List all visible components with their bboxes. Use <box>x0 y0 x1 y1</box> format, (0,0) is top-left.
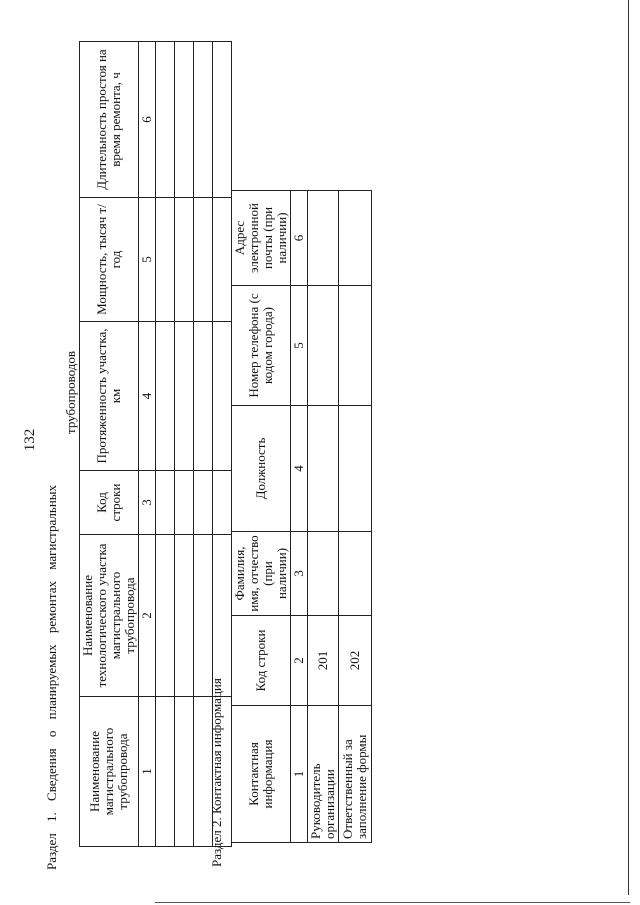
header-row-code: Код строки <box>80 471 139 535</box>
col-number: 1 <box>139 697 156 847</box>
cell[interactable] <box>308 191 339 286</box>
cell[interactable] <box>156 322 175 471</box>
column-number-row <box>139 42 156 847</box>
table-row-responsible-person <box>339 191 372 843</box>
cell[interactable] <box>156 535 175 697</box>
rotated-form-sheet <box>22 15 618 870</box>
col-number: 6 <box>139 42 156 198</box>
cell[interactable] <box>213 322 232 471</box>
cell[interactable] <box>194 471 213 535</box>
cell[interactable] <box>194 198 213 322</box>
cell[interactable] <box>175 198 194 322</box>
col-number: 4 <box>291 406 308 532</box>
col-number: 1 <box>291 706 308 843</box>
cell[interactable] <box>156 42 175 198</box>
cell[interactable] <box>308 532 339 616</box>
col-number: 6 <box>291 191 308 286</box>
header-segment-name: Наименование технологического участка магистрального трубопровода <box>80 535 139 697</box>
col-number: 2 <box>139 535 156 697</box>
cell[interactable] <box>308 406 339 532</box>
section1-title-continuation: трубопроводов <box>63 351 78 434</box>
page-edge-right <box>628 0 629 895</box>
page-number: 132 <box>22 428 38 452</box>
header-phone: Номер телефона (с кодом города) <box>232 286 291 406</box>
table-header-row <box>232 191 291 843</box>
cell[interactable] <box>156 198 175 322</box>
cell[interactable] <box>175 322 194 471</box>
cell[interactable] <box>339 191 372 286</box>
row-code: 202 <box>339 616 372 706</box>
header-pipeline-name: Наименование магистрального трубопровода <box>80 697 139 847</box>
cell[interactable] <box>175 697 194 847</box>
header-row-code: Код строки <box>232 616 291 706</box>
cell[interactable] <box>213 471 232 535</box>
header-full-name: Фамилия, имя, отчество (при наличии) <box>232 532 291 616</box>
table-row <box>175 42 194 847</box>
row-code: 201 <box>308 616 339 706</box>
col-number: 5 <box>291 286 308 406</box>
header-email: Адрес электронной почты (при наличии) <box>232 191 291 286</box>
col-number: 5 <box>139 198 156 322</box>
header-length: Протяженность участка, км <box>80 322 139 471</box>
contacts-table <box>231 190 372 843</box>
col-number: 2 <box>291 616 308 706</box>
col-number: 3 <box>139 471 156 535</box>
cell[interactable] <box>175 535 194 697</box>
cell[interactable] <box>194 42 213 198</box>
section2-title: Раздел 2. Контактная информация <box>209 678 224 867</box>
table-header-row <box>80 42 139 847</box>
cell[interactable] <box>156 471 175 535</box>
cell[interactable] <box>213 198 232 322</box>
table-row-head-of-organization <box>308 191 339 843</box>
section1-title: Раздел 1. Сведения о планируемых ремонтах магистральных <box>44 484 59 870</box>
cell[interactable] <box>156 697 175 847</box>
col-number: 3 <box>291 532 308 616</box>
cell[interactable] <box>175 42 194 198</box>
col-number: 4 <box>139 322 156 471</box>
column-number-row <box>291 191 308 843</box>
cell[interactable] <box>339 286 372 406</box>
cell[interactable] <box>175 471 194 535</box>
cell[interactable] <box>194 322 213 471</box>
cell[interactable] <box>308 286 339 406</box>
cell[interactable] <box>339 532 372 616</box>
row-label: Руководитель организации <box>308 706 339 843</box>
cell[interactable] <box>339 406 372 532</box>
header-contact-info: Контактная информация <box>232 706 291 843</box>
header-downtime: Длительность простоя на время ремонта, ч <box>80 42 139 198</box>
table-row <box>156 42 175 847</box>
header-position: Должность <box>232 406 291 532</box>
page-edge-bottom <box>155 902 630 903</box>
cell[interactable] <box>213 42 232 198</box>
row-label: Ответственный за заполнение формы <box>339 706 372 843</box>
header-capacity: Мощность, тысяч т/год <box>80 198 139 322</box>
